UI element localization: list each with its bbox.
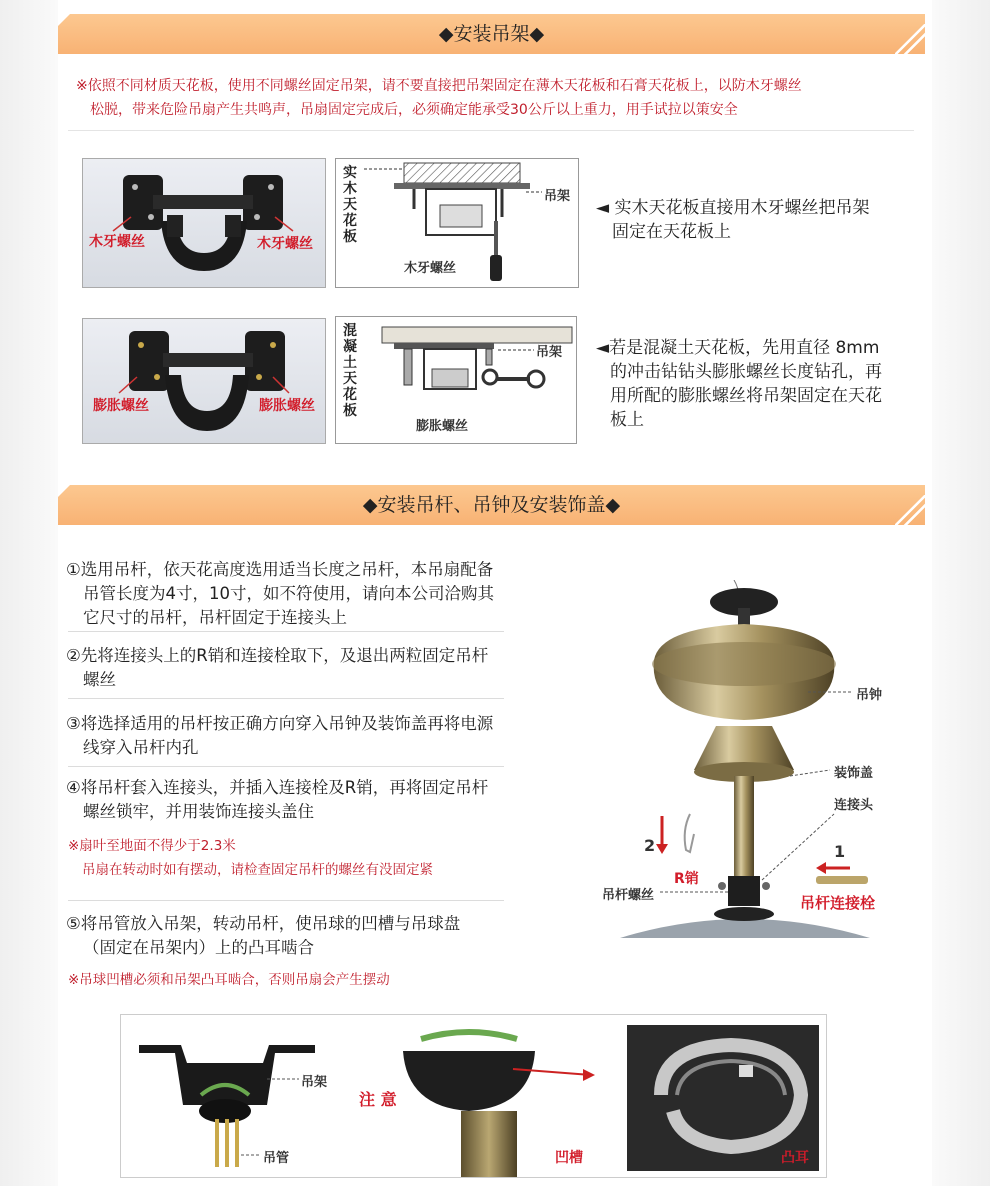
fan-assembly-photo — [590, 580, 898, 938]
diagram-label: 膨胀螺丝 — [416, 419, 469, 434]
desc-line: ◄ 实木天花板直接用木牙螺丝把吊架 — [596, 198, 870, 218]
desc-line: ◄若是混凝土天花板，先用直径 8mm — [596, 338, 880, 358]
step-number: 2 — [644, 836, 656, 855]
section-banner-bracket — [58, 14, 925, 54]
note-line: ※吊球凹槽必须和吊架凸耳啮合，否则吊扇会产生摆动 — [68, 972, 390, 988]
right-margin — [932, 0, 990, 1186]
step-item — [66, 644, 506, 692]
banner-corner — [895, 495, 925, 525]
step-item — [66, 558, 506, 630]
desc-line: 用所配的膨胀螺丝将吊架固定在天花 — [610, 386, 882, 406]
step-line: ⑤将吊管放入吊架，转动吊杆，使吊球的凹槽与吊球盘 — [66, 914, 461, 933]
section-title: ◆安装吊架◆ — [438, 23, 545, 45]
bracket-photo-icon — [83, 159, 325, 287]
expansion-screw-bracket-photo — [82, 318, 326, 444]
bottom-label: 吊架 — [301, 1075, 328, 1090]
fan-label: 吊杆连接栓 — [800, 894, 876, 912]
step-line: ③将选择适用的吊杆按正确方向穿入吊钟及装饰盖再将电源 — [66, 714, 494, 733]
step-line: （固定在吊架内）上的凸耳啮合 — [83, 938, 314, 957]
wood-description — [596, 196, 869, 244]
bottom-label: 吊管 — [263, 1151, 290, 1166]
diagram-label: 吊架 — [544, 189, 571, 204]
step-item — [66, 776, 506, 824]
warning-line: ※依照不同材质天花板，使用不同螺丝固定吊架，请不要直接把吊架固定在薄木天花板和石膏天花板上，以防木牙螺丝 — [76, 78, 802, 94]
fan-label: R销 — [674, 871, 699, 887]
fan-label: 连接头 — [834, 798, 874, 813]
section-banner-rod — [58, 485, 925, 525]
concrete-ceiling-diagram — [335, 316, 577, 444]
step-line: ④将吊杆套入连接头，并插入连接栓及R销，再将固定吊杆 — [66, 778, 489, 797]
fan-label: 吊杆螺丝 — [602, 888, 655, 903]
fan-label: 装饰盖 — [834, 766, 874, 781]
step-line: 线穿入吊杆内孔 — [83, 738, 199, 757]
photo-label: 膨胀螺丝 — [259, 398, 315, 414]
wood-ceiling-diagram-icon — [336, 159, 578, 287]
step-line: ②先将连接头上的R销和连接栓取下，及退出两粒固定吊杆 — [66, 646, 489, 665]
diagram-label: 吊架 — [536, 345, 563, 360]
warning-line: 松脱，带来危险吊扇产生共鸣声，吊扇固定完成后，必须确定能承受30公斤以上重力，用手试拉以策安全 — [90, 102, 738, 118]
divider — [68, 900, 504, 901]
step-line: 螺丝 — [83, 670, 116, 689]
note-line: ※扇叶至地面不得少于2.3米 — [68, 838, 236, 854]
bracket-engagement-icon — [121, 1015, 826, 1177]
step-line: 它尺寸的吊杆，吊杆固定于连接头上 — [83, 608, 347, 627]
step-item — [66, 712, 506, 760]
vertical-label: 混凝土天花板 — [343, 323, 357, 419]
bottom-label: 凸耳 — [781, 1150, 809, 1166]
attention-label: 注 意 — [359, 1090, 397, 1109]
desc-line: 的冲击钻钻头膨胀螺丝长度钻孔，再 — [610, 362, 882, 382]
bracket-engagement-figure — [120, 1014, 827, 1178]
photo-label: 木牙螺丝 — [257, 236, 313, 252]
divider — [68, 766, 504, 767]
diagram-label: 木牙螺丝 — [404, 261, 457, 276]
divider — [68, 631, 504, 632]
step-line: ①选用吊杆，依天花高度选用适当长度之吊杆，本吊扇配备 — [66, 560, 494, 579]
wood-ceiling-diagram — [335, 158, 579, 288]
photo-label: 木牙螺丝 — [89, 234, 145, 250]
step-number: 1 — [834, 842, 846, 861]
banner-corner — [895, 24, 925, 54]
step-line: 吊管长度为4寸，10寸，如不符使用，请向本公司洽购其 — [83, 584, 494, 603]
section-title: ◆安装吊杆、吊钟及安装饰盖◆ — [362, 494, 621, 516]
concrete-description — [596, 336, 882, 432]
divider — [68, 130, 914, 131]
fan-label: 吊钟 — [856, 688, 883, 703]
left-margin — [0, 0, 58, 1186]
wood-screw-bracket-photo — [82, 158, 326, 288]
step-line: 螺丝锁牢，并用装饰连接头盖住 — [83, 802, 314, 821]
vertical-label: 实木天花板 — [343, 165, 357, 245]
divider — [68, 698, 504, 699]
desc-line: 固定在天花板上 — [612, 222, 731, 242]
bottom-label: 凹槽 — [555, 1150, 583, 1166]
photo-label: 膨胀螺丝 — [93, 398, 149, 414]
note-line: 吊扇在转动时如有摆动，请检查固定吊杆的螺丝有没固定紧 — [82, 862, 433, 878]
desc-line: 板上 — [610, 410, 644, 430]
step-item — [66, 912, 506, 960]
bracket-photo-icon — [83, 319, 325, 443]
